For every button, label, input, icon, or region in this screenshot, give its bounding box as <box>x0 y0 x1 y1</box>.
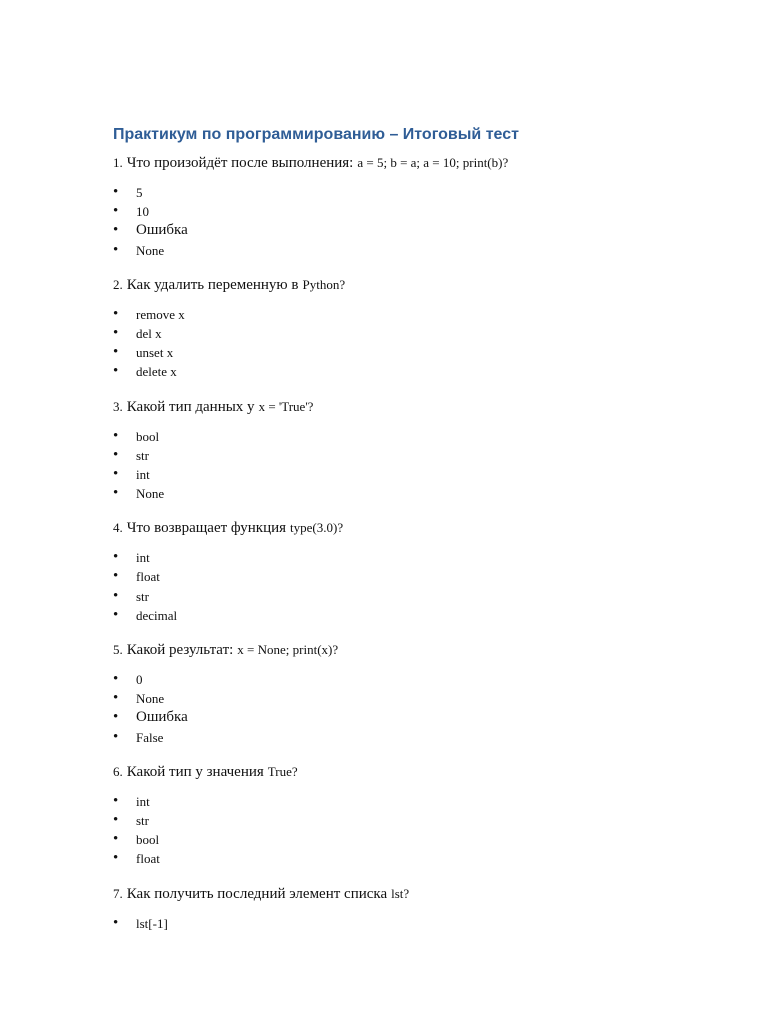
question-2 <box>113 273 673 297</box>
question-number: 2. <box>113 276 123 292</box>
question-number: 3. <box>113 398 123 414</box>
option-item: • 10 <box>113 202 673 221</box>
options-list-6 <box>113 792 673 869</box>
options-list-5 <box>113 670 673 747</box>
question-number: 6. <box>113 763 123 779</box>
question-4 <box>113 516 673 540</box>
question-code: True? <box>267 763 298 779</box>
option-item: • remove x <box>113 305 673 324</box>
option-item: • unset x <box>113 343 673 362</box>
option-item: • False <box>113 728 673 747</box>
question-code: Python? <box>302 276 346 292</box>
question-7 <box>113 882 673 906</box>
options-list-2 <box>113 305 673 382</box>
option-item: • Ошибка <box>113 221 673 240</box>
option-item: • float <box>113 849 673 868</box>
document-title: Практикум по программированию – Итоговый тест <box>113 126 519 143</box>
option-item: • bool <box>113 427 673 446</box>
option-item: • str <box>113 446 673 465</box>
option-item: • None <box>113 689 673 708</box>
option-item: • Ошибка <box>113 708 673 727</box>
option-item: • delete x <box>113 362 673 381</box>
question-code: lst? <box>391 885 410 901</box>
option-item: • decimal <box>113 606 673 625</box>
option-item: • str <box>113 811 673 830</box>
question-number: 7. <box>113 885 123 901</box>
question-code: x = None; print(x)? <box>237 642 339 657</box>
question-5 <box>113 638 673 662</box>
option-item: • int <box>113 465 673 484</box>
option-item: • str <box>113 587 673 606</box>
option-item: • None <box>113 241 673 260</box>
question-text: Какой результат: <box>126 642 234 658</box>
options-list-4 <box>113 548 673 625</box>
option-item: • del x <box>113 324 673 343</box>
option-item: • int <box>113 548 673 567</box>
option-item: • 0 <box>113 670 673 689</box>
question-code: a = 5; b = a; a = 10; print(b)? <box>357 155 509 170</box>
question-6 <box>113 760 673 784</box>
question-text: Что произойдёт после выполнения: <box>126 155 354 171</box>
document-page <box>113 124 673 946</box>
question-code: x = 'True'? <box>258 398 314 414</box>
option-item: • int <box>113 792 673 811</box>
question-1 <box>113 151 673 175</box>
options-list-1 <box>113 183 673 260</box>
option-item: • float <box>113 567 673 586</box>
question-number: 5. <box>113 642 123 657</box>
question-text: Как получить последний элемент списка <box>126 885 388 902</box>
question-text: Что возвращает функция <box>126 520 287 537</box>
options-list-3 <box>113 427 673 504</box>
option-item: • None <box>113 484 673 503</box>
option-item: • bool <box>113 830 673 849</box>
question-text: Какой тип у значения <box>126 763 264 780</box>
question-code: type(3.0)? <box>290 520 344 536</box>
option-item: • lst[-1] <box>113 914 673 933</box>
question-text: Как удалить переменную в <box>126 276 299 293</box>
option-item: • 5 <box>113 183 673 202</box>
question-number: 4. <box>113 520 123 536</box>
question-text: Какой тип данных у <box>126 398 255 415</box>
question-3 <box>113 395 673 419</box>
question-number: 1. <box>113 155 123 170</box>
options-list-7 <box>113 914 673 933</box>
